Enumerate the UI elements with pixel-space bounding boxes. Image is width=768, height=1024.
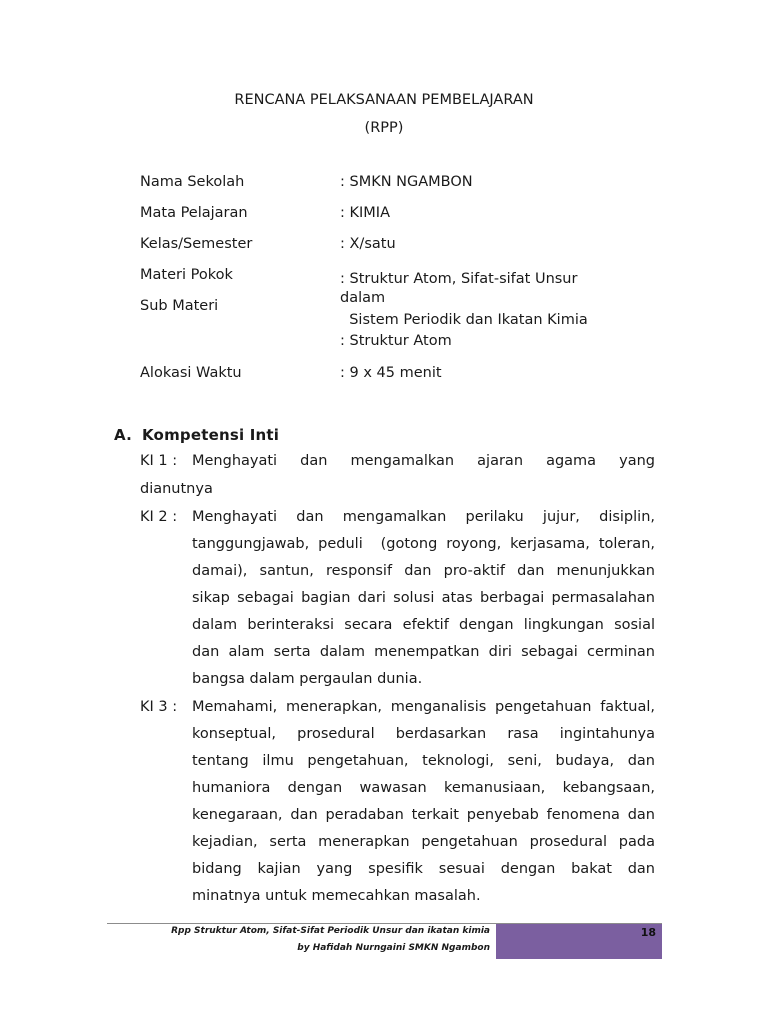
ki-text-line: tanggungjawab, peduli (gotong royong, kerjasama, toleran, [192,536,655,552]
footer-author: by Hafidah Nurngaini SMKN Ngambon [297,943,490,953]
sub-material-label: Sub Materi [140,298,219,314]
section-title: Kompetensi Inti [142,426,280,444]
main-material-value-line: dalam [340,290,386,306]
document-subtitle: (RPP) [364,120,404,136]
ki-label: KI 3 : [140,699,178,715]
ki-text-line: kenegaraan, dan peradaban terkait penyebab fenomena dan [192,807,655,823]
ki-text-line: Menghayati dan mengamalkan ajaran agama yang [192,453,655,469]
document-title: RENCANA PELAKSANAAN PEMBELAJARAN [234,92,534,108]
ki-text-line: konseptual, prosedural berdasarkan rasa ingintahunya [192,726,655,742]
ki-text-line: Memahami, menerapkan, menganalisis pengetahuan faktual, [192,699,655,715]
sub-material-value: : Struktur Atom [340,333,452,349]
subject-label: Mata Pelajaran [140,205,248,221]
ki-label: KI 1 : [140,453,178,469]
ki-text-line: tentang ilmu pengetahuan, teknologi, seni, budaya, dan [192,753,655,769]
page-number-box [496,924,662,959]
main-material-value-line: : Struktur Atom, Sifat-sifat Unsur [340,271,578,287]
ki-text-line: bangsa dalam pergaulan dunia. [192,671,423,687]
main-material-value-line: Sistem Periodik dan Ikatan Kimia [340,312,588,328]
ki-text-line: sikap sebagai bagian dari solusi atas berbagai permasalahan [192,590,655,606]
main-material-label: Materi Pokok [140,267,233,283]
class-semester-label: Kelas/Semester [140,236,253,252]
ki-text-line: damai), santun, responsif dan pro-aktif dan menunjukkan [192,563,655,579]
ki-text-line: bidang kajian yang spesifik sesuai dengan bakat dan [192,861,655,877]
section-heading [114,426,279,444]
time-allocation-label: Alokasi Waktu [140,365,242,381]
ki-text-line: dalam berinteraksi secara efektif dengan lingkungan sosial [192,617,655,633]
time-allocation-value: : 9 x 45 menit [340,365,442,381]
school-value: : SMKN NGAMBON [340,174,473,190]
page-number: 18 [640,926,656,939]
ki-text-line: kejadian, serta menerapkan pengetahuan prosedural pada [192,834,655,850]
ki-text-line: humaniora dengan wawasan kemanusiaan, kebangsaan, [192,780,655,796]
ki-text-line: minatnya untuk memecahkan masalah. [192,888,481,904]
footer-title: Rpp Struktur Atom, Sifat-Sifat Periodik Unsur dan ikatan kimia [171,926,490,936]
ki-text-line: dianutnya [140,481,213,497]
section-letter: A. [114,426,132,444]
ki-text-line: Menghayati dan mengamalkan perilaku jujur, disiplin, [192,509,655,525]
ki-label: KI 2 : [140,509,178,525]
ki-text-line: dan alam serta dalam menempatkan diri sebagai cerminan [192,644,655,660]
subject-value: : KIMIA [340,205,390,221]
school-label: Nama Sekolah [140,174,245,190]
class-semester-value: : X/satu [340,236,396,252]
